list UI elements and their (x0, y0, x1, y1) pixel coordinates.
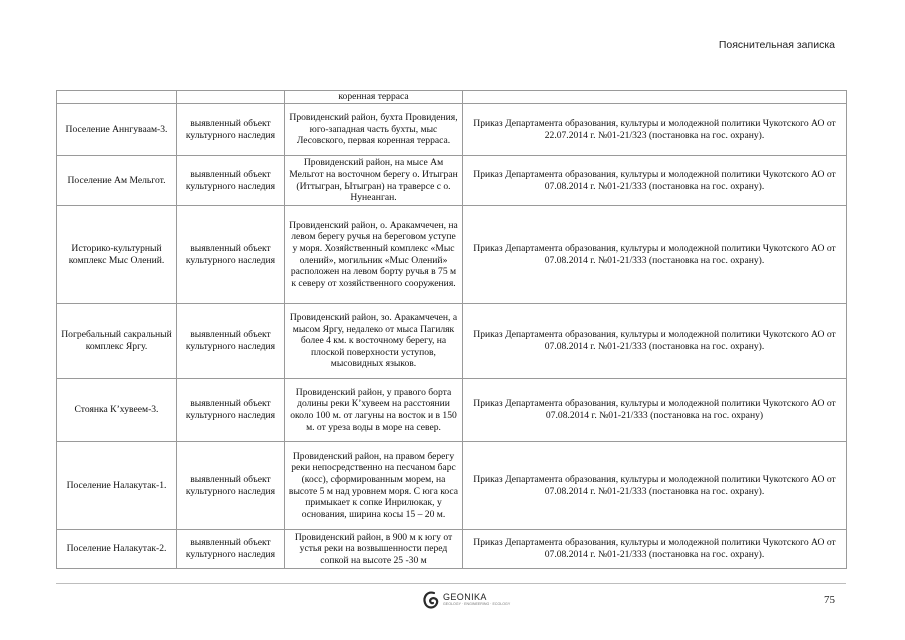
footer-divider (56, 583, 846, 584)
object-name-cell (57, 91, 177, 104)
table-row (57, 156, 847, 206)
object-name-cell: Историко-культурный комплекс Мыс Олений. (57, 206, 177, 304)
object-location-cell: Провиденский район, у правого борта долины реки К’хувеем на расстоянии около 100 м. от лагуны на восток и в 150 м. от уреза воды в море на север. (285, 379, 463, 442)
logo-wordmark: GEONIKA (443, 592, 487, 603)
object-name-cell: Поселение Налакутак-1. (57, 442, 177, 530)
object-category-cell: выявленный объект культурного наследия (177, 530, 285, 569)
legal-document-cell: Приказ Департамента образования, культуры и молодежной политики Чукотского АО от 07.08.2014 г. №01-21/333 (постановка на гос. охрану) (463, 379, 847, 442)
object-location-cell: коренная терраса (285, 91, 463, 104)
object-location-cell: Провиденский район, о. Аракамчечен, на левом берегу ручья на береговом уступе у моря. Хозяйственный комплекс «Мыс олений», могильник «Мыс Олений» расположен на левом борту ручья в 75 м к северу от хозяйственного сооружения. (285, 206, 463, 304)
object-name-cell: Стоянка К’хувеем-3. (57, 379, 177, 442)
object-name-cell: Поселение Налакутак-2. (57, 530, 177, 569)
object-category-cell: выявленный объект культурного наследия (177, 104, 285, 156)
object-location-cell: Провиденский район, на правом берегу реки непосредственно на песчаном барс (косс), сформированным морем, на высоте 5 м над уровнем моря. С юга коса примыкает к сопке Инрилюкак, у основания, ширина косы 15 – 20 м. (285, 442, 463, 530)
legal-document-cell: Приказ Департамента образования, культуры и молодежной политики Чукотского АО от 07.08.2014 г. №01-21/333 (постановка на гос. охрану). (463, 304, 847, 379)
table-row (57, 304, 847, 379)
object-name-cell: Поселение Аннгуваам-3. (57, 104, 177, 156)
object-name-cell: Погребальный сакральный комплекс Яргу. (57, 304, 177, 379)
heritage-objects-table (56, 90, 847, 569)
object-category-cell: выявленный объект культурного наследия (177, 206, 285, 304)
table-row (57, 206, 847, 304)
legal-document-cell: Приказ Департамента образования, культуры и молодежной политики Чукотского АО от 07.08.2014 г. №01-21/333 (постановка на гос. охрану). (463, 156, 847, 206)
table-row (57, 530, 847, 569)
object-category-cell: выявленный объект культурного наследия (177, 442, 285, 530)
table-row (57, 442, 847, 530)
object-location-cell: Провиденский район, зо. Аракамчечен, а мысом Яргу, недалеко от мыса Пагиляк более 4 км. к восточному берегу, на плоской поверхности уступов, мысовидных языков. (285, 304, 463, 379)
object-category-cell: выявленный объект культурного наследия (177, 304, 285, 379)
object-category-cell (177, 91, 285, 104)
legal-document-cell: Приказ Департамента образования, культуры и молодежной политики Чукотского АО от 07.08.2014 г. №01-21/333 (постановка на гос. охрану). (463, 442, 847, 530)
page-number: 75 (824, 594, 835, 606)
legal-document-cell: Приказ Департамента образования, культуры и молодежной политики Чукотского АО от 07.08.2014 г. №01-21/333 (постановка на гос. охрану). (463, 530, 847, 569)
company-logo (422, 589, 510, 611)
page-header-title: Пояснительная записка (718, 39, 835, 51)
legal-document-cell (463, 91, 847, 104)
table-row (57, 104, 847, 156)
object-location-cell: Провиденский район, в 900 м к югу от устья реки на возвышенности перед сопкой на высоте 25 -30 м (285, 530, 463, 569)
table-row (57, 379, 847, 442)
object-name-cell: Поселение Ам Мельгот. (57, 156, 177, 206)
geonika-spiral-icon (422, 590, 439, 610)
object-category-cell: выявленный объект культурного наследия (177, 379, 285, 442)
logo-tagline: GEOLOGY · ENGINEERING · ECOLOGY (443, 602, 511, 607)
object-location-cell: Провиденский район, бухта Провидения, юго-западная часть бухты, мыс Лесовского, первая коренная терраса. (285, 104, 463, 156)
object-location-cell: Провиденский район, на мысе Ам Мельгот на восточном берегу о. Итыгран (Иттыгран, Ытыгран) на траверсе с о. Нунеанган. (285, 156, 463, 206)
table-row (57, 91, 847, 104)
legal-document-cell: Приказ Департамента образования, культуры и молодежной политики Чукотского АО от 07.08.2014 г. №01-21/333 (постановка на гос. охрану). (463, 206, 847, 304)
object-category-cell: выявленный объект культурного наследия (177, 156, 285, 206)
legal-document-cell: Приказ Департамента образования, культуры и молодежной политики Чукотского АО от 22.07.2014 г. №01-21/323 (постановка на гос. охрану). (463, 104, 847, 156)
